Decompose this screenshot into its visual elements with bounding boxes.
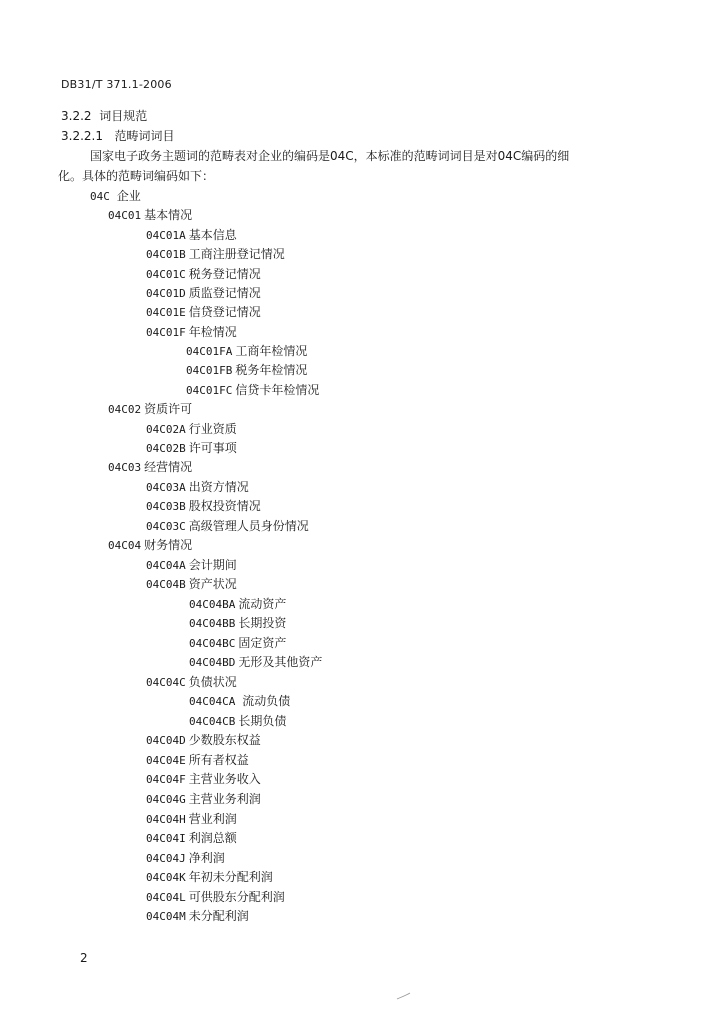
tree-code: 04C01FC <box>186 384 233 397</box>
tree-item-04C04CB <box>189 713 286 730</box>
section-number: 3.2.2 <box>61 109 92 123</box>
tree-code: 04C02B <box>146 442 186 455</box>
tree-label: 无形及其他资产 <box>238 655 323 669</box>
tree-item-04C01D <box>146 285 261 302</box>
tree-label: 经营情况 <box>144 460 193 474</box>
tree-label: 年初未分配利润 <box>188 870 273 884</box>
document-code: DB31/T 371.1-2006 <box>61 78 172 91</box>
tree-item-04C04D <box>146 732 261 749</box>
tree-label: 营业利润 <box>188 812 237 826</box>
tree-label: 高级管理人员身份情况 <box>188 519 309 533</box>
tree-code: 04C01F <box>146 326 186 339</box>
tree-item-04C04J <box>146 850 225 867</box>
tree-code: 04C04M <box>146 910 186 923</box>
scan-speck-mark <box>396 992 412 1000</box>
tree-label: 净利润 <box>188 851 225 865</box>
tree-item-04C02A <box>146 421 237 438</box>
tree-label: 未分配利润 <box>188 909 249 923</box>
tree-code: 04C04C <box>146 676 186 689</box>
tree-item-04C04B <box>146 576 237 593</box>
tree-code: 04C01 <box>108 209 142 222</box>
tree-code: 04C01A <box>146 229 186 242</box>
tree-code: 04C04L <box>146 891 186 904</box>
tree-item-04C01F <box>146 324 237 341</box>
tree-label: 基本情况 <box>144 208 193 222</box>
tree-label: 财务情况 <box>144 538 193 552</box>
tree-item-04C02 <box>108 401 192 418</box>
tree-label: 固定资产 <box>238 636 287 650</box>
tree-code: 04C04G <box>146 793 186 806</box>
tree-label: 资产状况 <box>188 577 237 591</box>
tree-item-04C04K <box>146 869 273 886</box>
tree-item-04C04BB <box>189 615 286 632</box>
tree-label: 少数股东权益 <box>188 733 261 747</box>
tree-code: 04C01C <box>146 268 186 281</box>
tree-item-04C04L <box>146 889 285 906</box>
tree-code: 04C01B <box>146 248 186 261</box>
tree-item-04C03B <box>146 498 261 515</box>
tree-label: 主营业务收入 <box>188 772 261 786</box>
tree-label: 许可事项 <box>188 441 237 455</box>
tree-code: 04C04E <box>146 754 186 767</box>
tree-code: 04C03A <box>146 481 186 494</box>
tree-label: 长期负债 <box>238 714 287 728</box>
tree-label: 利润总额 <box>188 831 237 845</box>
tree-item-04C01A <box>146 227 237 244</box>
tree-label: 质监登记情况 <box>188 286 261 300</box>
tree-code: 04C01FB <box>186 364 233 377</box>
tree-item-04C <box>90 188 141 205</box>
section-title: 词目规范 <box>99 109 148 123</box>
tree-code: 04C04K <box>146 871 186 884</box>
tree-item-04C03C <box>146 518 309 535</box>
tree-item-04C01FB <box>186 362 307 379</box>
tree-label: 流动负债 <box>242 694 291 708</box>
tree-item-04C04 <box>108 537 192 554</box>
tree-label: 流动资产 <box>238 597 287 611</box>
tree-label: 出资方情况 <box>188 480 249 494</box>
tree-code: 04C04F <box>146 773 186 786</box>
tree-item-04C04H <box>146 811 237 828</box>
tree-item-04C04CA <box>189 693 290 710</box>
tree-code: 04C04H <box>146 813 186 826</box>
tree-code: 04C04CA <box>189 695 236 708</box>
tree-label: 行业资质 <box>188 422 237 436</box>
tree-item-04C01 <box>108 207 192 224</box>
tree-label: 年检情况 <box>188 325 237 339</box>
tree-code: 04C02A <box>146 423 186 436</box>
tree-code: 04C04CB <box>189 715 236 728</box>
section-number: 3.2.2.1 <box>61 129 103 143</box>
tree-item-04C03 <box>108 459 192 476</box>
tree-label: 负债状况 <box>188 675 237 689</box>
tree-code: 04C01D <box>146 287 186 300</box>
tree-code: 04C04A <box>146 559 186 572</box>
tree-item-04C04E <box>146 752 249 769</box>
tree-item-04C04F <box>146 771 261 788</box>
section-title: 范畴词词目 <box>114 129 175 143</box>
tree-label: 主营业务利润 <box>188 792 261 806</box>
tree-item-04C04BA <box>189 596 286 613</box>
tree-item-04C04I <box>146 830 237 847</box>
tree-code: 04C04D <box>146 734 186 747</box>
tree-label: 企业 <box>116 189 141 203</box>
tree-code: 04C <box>90 190 110 203</box>
tree-label: 股权投资情况 <box>188 499 261 513</box>
tree-item-04C04M <box>146 908 249 925</box>
tree-item-04C01E <box>146 304 261 321</box>
tree-code: 04C03B <box>146 500 186 513</box>
tree-item-04C04C <box>146 674 237 691</box>
tree-code: 04C04I <box>146 832 186 845</box>
tree-label: 工商年检情况 <box>235 344 308 358</box>
section-heading-3-2-2 <box>61 108 147 124</box>
tree-label: 可供股东分配利润 <box>188 890 285 904</box>
tree-item-04C04G <box>146 791 261 808</box>
tree-code: 04C02 <box>108 403 142 416</box>
intro-paragraph-line-1: 国家电子政务主题词的范畴表对企业的编码是04C，本标准的范畴词词目是对04C编码的细 <box>90 149 570 163</box>
tree-label: 信贷登记情况 <box>188 305 261 319</box>
tree-label: 会计期间 <box>188 558 237 572</box>
tree-item-04C03A <box>146 479 249 496</box>
tree-code: 04C04BB <box>189 617 236 630</box>
tree-item-04C01FA <box>186 343 307 360</box>
tree-item-04C01B <box>146 246 285 263</box>
tree-item-04C01FC <box>186 382 319 399</box>
tree-item-04C02B <box>146 440 237 457</box>
tree-label: 资质许可 <box>144 402 193 416</box>
tree-code: 04C01FA <box>186 345 233 358</box>
tree-item-04C01C <box>146 266 261 283</box>
tree-item-04C04BC <box>189 635 286 652</box>
tree-item-04C04BD <box>189 654 322 671</box>
page-number: 2 <box>80 951 88 965</box>
tree-code: 04C04BD <box>189 656 236 669</box>
tree-code: 04C01E <box>146 306 186 319</box>
tree-label: 税务年检情况 <box>235 363 308 377</box>
intro-paragraph-line-2: 化。具体的范畴词编码如下： <box>58 169 215 183</box>
section-heading-3-2-2-1 <box>61 128 174 144</box>
tree-item-04C04A <box>146 557 237 574</box>
tree-label: 信贷卡年检情况 <box>235 383 320 397</box>
tree-code: 04C03 <box>108 461 142 474</box>
tree-code: 04C04J <box>146 852 186 865</box>
tree-code: 04C04 <box>108 539 142 552</box>
tree-code: 04C04BC <box>189 637 236 650</box>
tree-label: 基本信息 <box>188 228 237 242</box>
tree-label: 税务登记情况 <box>188 267 261 281</box>
tree-code: 04C04BA <box>189 598 236 611</box>
tree-code: 04C03C <box>146 520 186 533</box>
tree-code: 04C04B <box>146 578 186 591</box>
tree-label: 工商注册登记情况 <box>188 247 285 261</box>
tree-label: 所有者权益 <box>188 753 249 767</box>
tree-label: 长期投资 <box>238 616 287 630</box>
